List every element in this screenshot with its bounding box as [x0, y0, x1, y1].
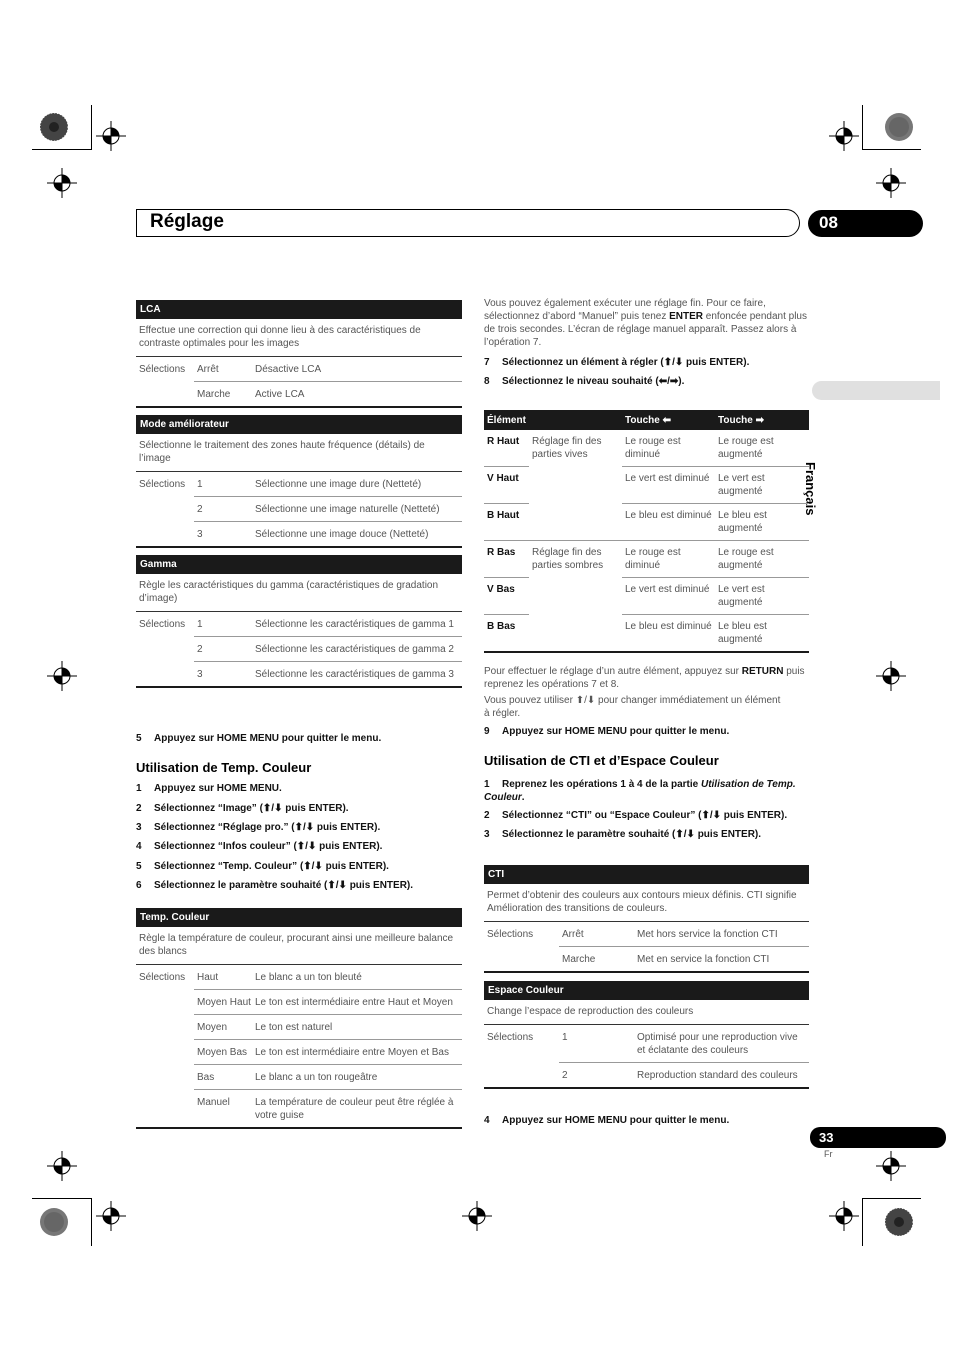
- table-row: [136, 521, 462, 546]
- step-8: 8 Sélectionnez le niveau souhaité (⬅/➡).: [484, 376, 685, 387]
- option-description: Le ton est intermédiaire entre Haut et Moyen: [252, 989, 462, 1014]
- option-value: Marche: [559, 946, 634, 971]
- star-target-icon: [884, 1207, 914, 1237]
- arrows-note: Vous pouvez utiliser ⬆/⬇ pour changer immédiatement un élément à régler.: [484, 695, 781, 719]
- option-description: Le ton est intermédiaire entre Moyen et Bas: [252, 1039, 462, 1064]
- option-description: Sélectionne les caractéristiques de gamma 2: [252, 636, 462, 661]
- registration-mark-icon: [96, 1201, 126, 1231]
- registration-mark-icon: [876, 661, 906, 691]
- step-4: 4 Appuyez sur HOME MENU pour quitter le menu.: [484, 1115, 730, 1126]
- chapter-title: Réglage: [150, 211, 224, 232]
- cti-heading: Utilisation de CTI et d’Espace Couleur: [484, 753, 719, 768]
- table-row: [136, 965, 462, 989]
- option-description: Désactive LCA: [255, 364, 322, 375]
- registration-mark-icon: [96, 121, 126, 151]
- table-row: [484, 1025, 809, 1062]
- table-row: [136, 1064, 462, 1089]
- option-value: Moyen Bas: [194, 1039, 252, 1064]
- gamma-box: [136, 555, 462, 688]
- table-row: [136, 381, 462, 406]
- page-language-code: Fr: [824, 1149, 833, 1159]
- option-description: Reproduction standard des couleurs: [634, 1062, 809, 1087]
- gray-target-icon: [39, 1207, 69, 1237]
- registration-mark-icon: [47, 1151, 77, 1181]
- chapter-number-badge: 08: [808, 210, 923, 237]
- table-row: [136, 661, 462, 686]
- star-target-icon: [39, 112, 69, 142]
- gray-target-icon: [884, 112, 914, 142]
- option-value: Bas: [194, 1064, 252, 1089]
- option-description: Active LCA: [252, 381, 462, 406]
- option-value: 3: [194, 521, 252, 546]
- registration-mark-icon: [876, 168, 906, 198]
- cti-step-1: 1 Reprenez les opérations 1 à 4 de la partie Utilisation de Temp. Couleur.: [484, 779, 796, 803]
- espace-couleur-box: [484, 981, 809, 1089]
- selections-label: Sélections: [487, 929, 534, 940]
- selections-label: Sélections: [139, 972, 186, 983]
- column-header: Touche ⬅: [625, 415, 671, 426]
- option-value: Arrêt: [562, 929, 584, 940]
- option-value: Moyen: [194, 1014, 252, 1039]
- language-label: Français: [803, 462, 818, 516]
- option-description: Met en service la fonction CTI: [634, 946, 809, 971]
- espace-title: Espace Couleur: [484, 981, 809, 1000]
- option-value: 2: [559, 1062, 634, 1087]
- gamma-description: Règle les caractéristiques du gamma (caractéristiques de gradation d’image): [136, 574, 462, 612]
- step-number: 5: [136, 733, 142, 744]
- temp-couleur-box: [136, 908, 462, 1129]
- table-row: [136, 1089, 462, 1127]
- column-header: Élément: [487, 415, 526, 426]
- step-5: [136, 733, 381, 744]
- option-value: 3: [194, 661, 252, 686]
- registration-mark-icon: [47, 661, 77, 691]
- registration-mark-icon: [829, 1201, 859, 1231]
- table-row: [136, 636, 462, 661]
- option-description: Sélectionne une image naturelle (Netteté): [252, 496, 462, 521]
- lca-description: Effectue une correction qui donne lieu à des caractéristiques de contraste optimales pour les images: [136, 319, 462, 357]
- list-item: 2 Sélectionnez “CTI” ou “Espace Couleur” (⬆/⬇ puis ENTER).: [484, 810, 788, 821]
- option-value: Marche: [194, 381, 252, 406]
- list-item: 4 Sélectionnez “Infos couleur” (⬆/⬇ puis ENTER).: [136, 841, 383, 852]
- table-row: B Bas Le bleu est diminué Le bleu est augmenté: [484, 614, 809, 651]
- table-row: [136, 1039, 462, 1064]
- chapter-header-bar: [136, 209, 800, 237]
- cti-title: CTI: [484, 865, 809, 884]
- option-description: Sélectionne une image douce (Netteté): [252, 521, 462, 546]
- table-row: R Bas Réglage fin des parties sombres Le rouge est diminué Le rouge est augmenté: [484, 540, 809, 577]
- option-value: Haut: [197, 972, 219, 983]
- option-description: Sélectionne les caractéristiques de gamma 1: [255, 619, 454, 630]
- gamma-title: Gamma: [136, 555, 462, 574]
- option-description: Le blanc a un ton rougeâtre: [252, 1064, 462, 1089]
- option-value: 2: [194, 496, 252, 521]
- intro-paragraph: Vous pouvez également exécuter une réglage fin. Pour ce faire, sélectionnez d’abord “Manuel” puis tenez ENTER enfoncée pendant plus de trois secondes. L’écran de réglage manuel apparaît. Passez alors à l’opération 7.: [484, 298, 807, 348]
- step-9: 9 Appuyez sur HOME MENU pour quitter le menu.: [484, 726, 730, 737]
- option-value: Arrêt: [197, 364, 219, 375]
- table-row: [136, 357, 462, 381]
- table-row: [484, 1062, 809, 1087]
- option-description: Optimisé pour une reproduction vive et éclatante des couleurs: [637, 1032, 798, 1056]
- selections-label: Sélections: [139, 479, 186, 490]
- list-item: 6 Sélectionnez le paramètre souhaité (⬆/⬇ puis ENTER).: [136, 880, 414, 891]
- option-value: 1: [197, 479, 203, 490]
- table-row: [136, 472, 462, 496]
- list-item: 3 Sélectionnez le paramètre souhaité (⬆/⬇ puis ENTER).: [484, 829, 762, 840]
- table-row: [136, 989, 462, 1014]
- table-row: [136, 496, 462, 521]
- table-header: [484, 410, 809, 430]
- temp-title: Temp. Couleur: [136, 908, 462, 927]
- option-description: La température de couleur peut être réglée à votre guise: [252, 1089, 462, 1127]
- temp-couleur-heading: Utilisation de Temp. Couleur: [136, 760, 312, 775]
- registration-mark-icon: [829, 121, 859, 151]
- mode-ameliorateur-box: [136, 415, 462, 548]
- registration-mark-icon: [47, 168, 77, 198]
- list-item: 3 Sélectionnez “Réglage pro.” (⬆/⬇ puis ENTER).: [136, 822, 381, 833]
- table-row: B Haut Le bleu est diminué Le bleu est augmenté: [484, 503, 809, 540]
- selections-label: Sélections: [139, 619, 186, 630]
- adjustment-table: [484, 410, 809, 653]
- option-description: Le ton est naturel: [252, 1014, 462, 1039]
- step-7: 7 Sélectionnez un élément à régler (⬆/⬇ puis ENTER).: [484, 357, 750, 368]
- option-value: Moyen Haut: [194, 989, 252, 1014]
- table-row: V Haut Le vert est diminué Le vert est augmenté: [484, 466, 809, 503]
- table-row: [484, 922, 809, 946]
- selections-label: Sélections: [139, 364, 186, 375]
- table-row: [136, 1014, 462, 1039]
- list-item: 2 Sélectionnez “Image” (⬆/⬇ puis ENTER).: [136, 803, 349, 814]
- table-row: [484, 946, 809, 971]
- lca-title: LCA: [136, 300, 462, 319]
- list-item: 5 Sélectionnez “Temp. Couleur” (⬆/⬇ puis ENTER).: [136, 861, 389, 872]
- page-number: 33: [810, 1127, 946, 1148]
- mode-title: Mode améliorateur: [136, 415, 462, 434]
- option-description: Sélectionne les caractéristiques de gamma 3: [252, 661, 462, 686]
- option-value: 2: [194, 636, 252, 661]
- option-value: 1: [562, 1032, 568, 1043]
- selections-label: Sélections: [487, 1032, 534, 1043]
- table-row: R Haut Réglage fin des parties vives Le rouge est diminué Le rouge est augmenté: [487, 436, 774, 460]
- registration-mark-icon: [876, 1151, 906, 1181]
- column-header: Touche ➡: [718, 415, 764, 426]
- table-row: [136, 612, 462, 636]
- return-paragraph: Pour effectuer le réglage d’un autre élément, appuyez sur RETURN puis reprenez les opérations 7 et 8.: [484, 666, 805, 690]
- cti-description: Permet d’obtenir des couleurs aux contours mieux définis. CTI signifie Amélioration des transitions de couleurs.: [484, 884, 809, 922]
- lca-box: [136, 300, 462, 408]
- table-row: V Bas Le vert est diminué Le vert est augmenté: [484, 577, 809, 614]
- cti-box: [484, 865, 809, 973]
- temp-description: Règle la température de couleur, procurant ainsi une meilleure balance des blancs: [136, 927, 462, 965]
- mode-description: Sélectionne le traitement des zones haute fréquence (détails) de l’image: [136, 434, 462, 472]
- registration-mark-icon: [462, 1201, 492, 1231]
- option-value: Manuel: [194, 1089, 252, 1127]
- list-item: 1 Appuyez sur HOME MENU.: [136, 783, 282, 794]
- option-description: Sélectionne une image dure (Netteté): [255, 479, 422, 490]
- step-text: Appuyez sur HOME MENU pour quitter le menu.: [154, 733, 382, 744]
- option-description: Le blanc a un ton bleuté: [255, 972, 362, 983]
- option-description: Met hors service la fonction CTI: [637, 929, 778, 940]
- language-tab: [812, 381, 940, 400]
- option-value: 1: [197, 619, 203, 630]
- espace-description: Change l’espace de reproduction des couleurs: [484, 1000, 809, 1025]
